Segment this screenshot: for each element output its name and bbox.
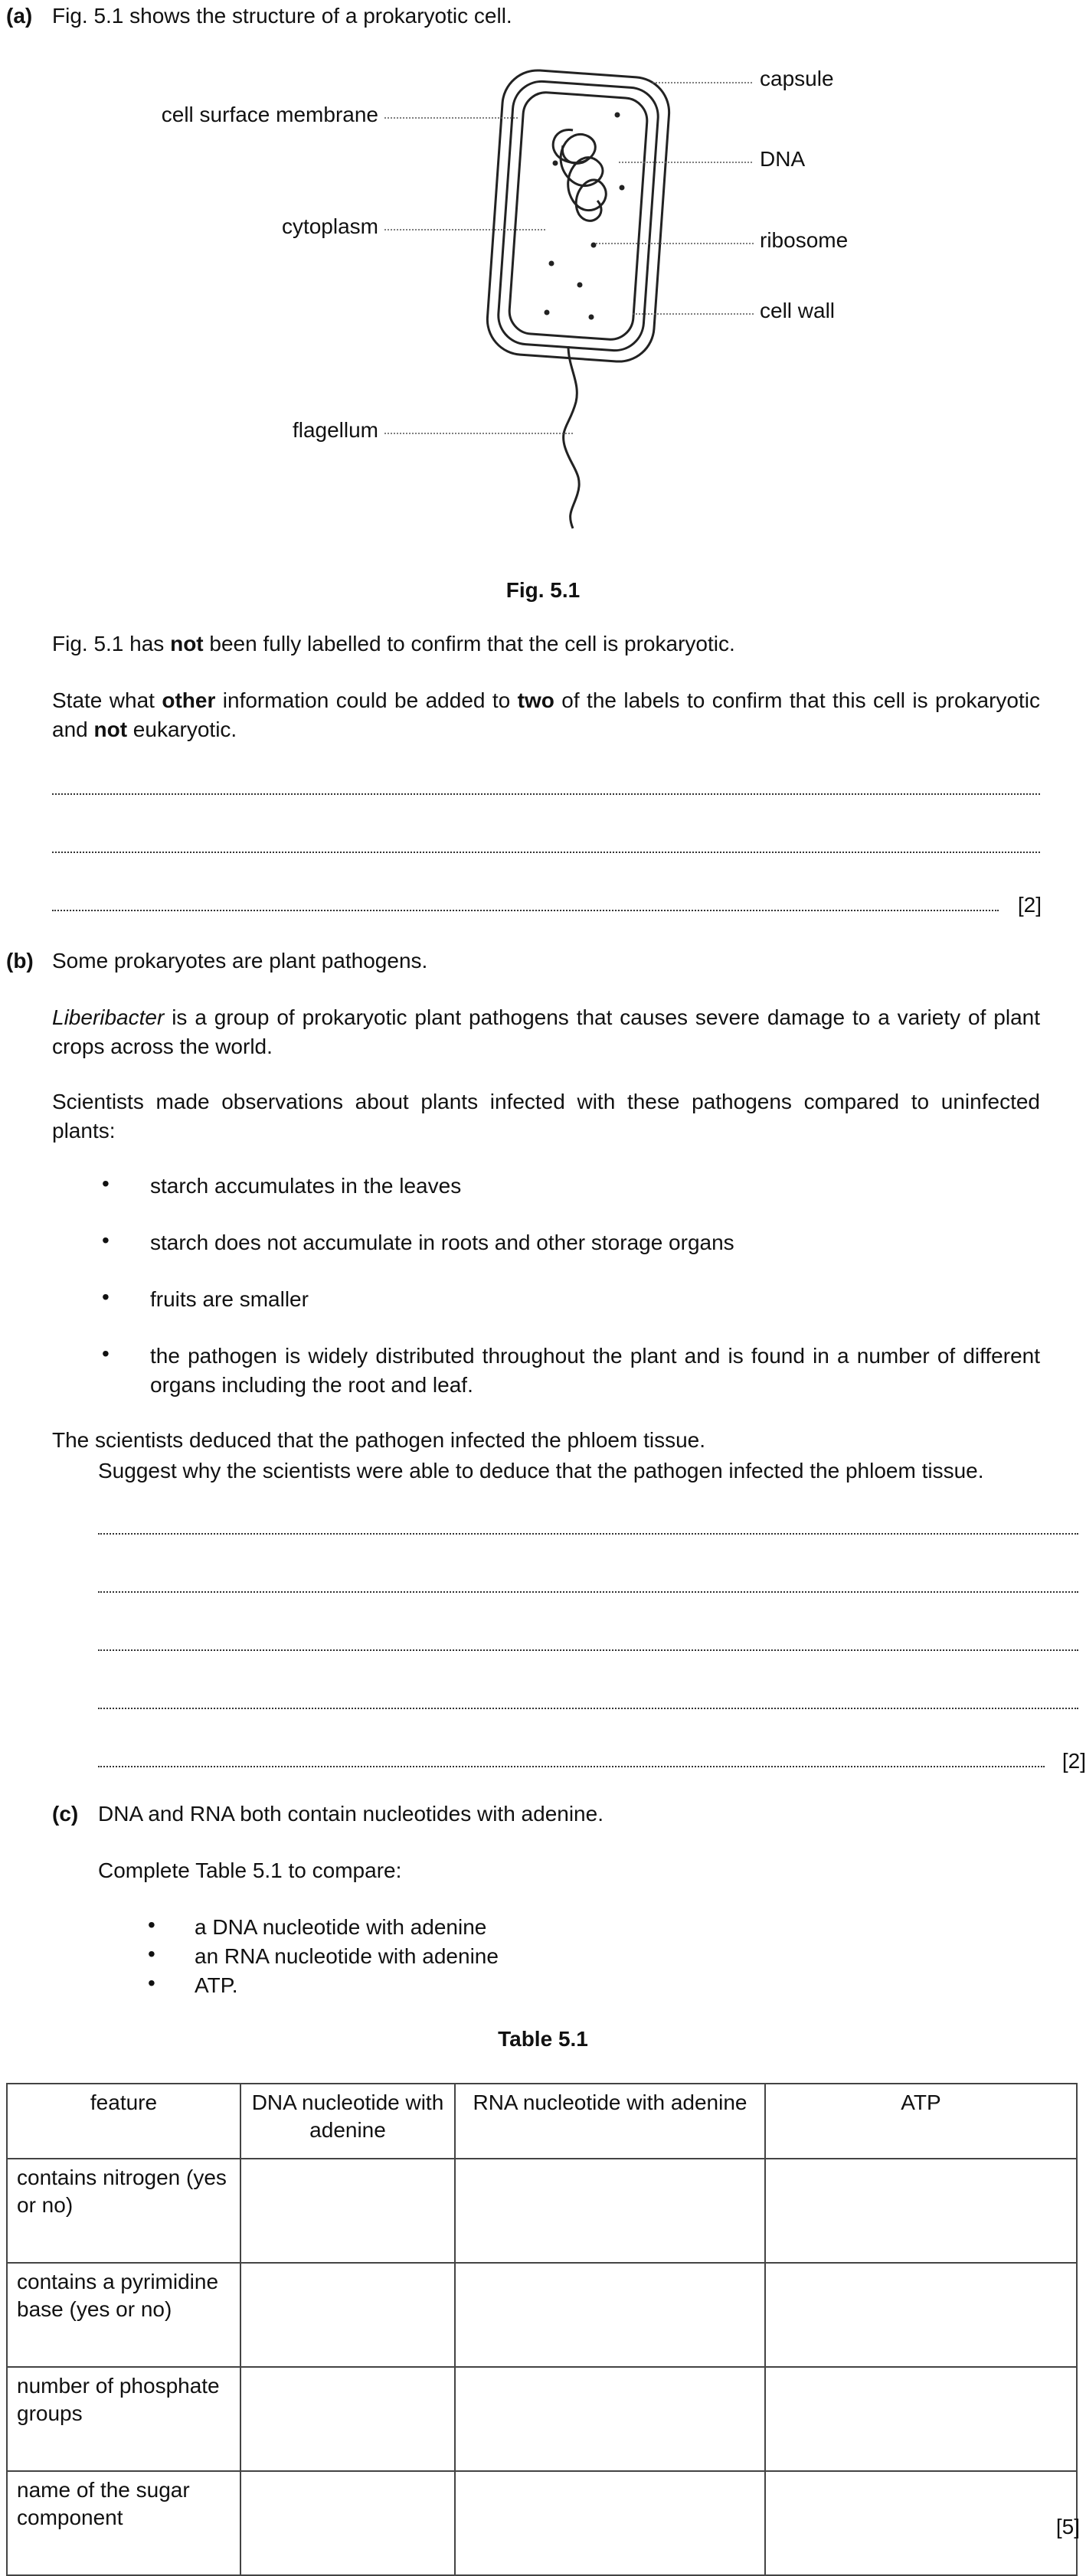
table-header: ATP	[765, 2084, 1077, 2159]
answer-cell[interactable]	[240, 2471, 455, 2575]
answer-cell[interactable]	[765, 2471, 1077, 2575]
part-b-paragraph-2: Scientists made observations about plants infected with these pathogens compared to uninfected plants:	[52, 1090, 1040, 1143]
table-header-row	[7, 2084, 1077, 2159]
observation-item: starch accumulates in the leaves	[150, 1174, 462, 1198]
membrane-outline	[508, 91, 649, 342]
label-cell-surface-membrane: cell surface membrane	[161, 103, 378, 126]
answer-line[interactable]	[98, 1708, 1078, 1709]
part-a-statement: Fig. 5.1 has not been fully labelled to confirm that the cell is prokaryotic.	[52, 632, 735, 655]
answer-cell[interactable]	[765, 2159, 1077, 2263]
table-row	[7, 2367, 1077, 2471]
answer-cell[interactable]	[240, 2263, 455, 2367]
feature-cell: name of the sugar component	[7, 2471, 240, 2575]
label-ribosome: ribosome	[760, 228, 849, 252]
bullet-marker: •	[102, 1228, 110, 1252]
table-row	[7, 2159, 1077, 2263]
part-b-intro: Some prokaryotes are plant pathogens.	[52, 949, 428, 973]
part-c-intro: DNA and RNA both contain nucleotides with adenine.	[98, 1802, 604, 1826]
bullet-marker: •	[102, 1342, 110, 1365]
part-a-label: (a)	[6, 4, 33, 28]
cell-wall-outline	[496, 80, 660, 352]
answer-cell[interactable]	[765, 2263, 1077, 2367]
bullet-marker: •	[148, 1971, 155, 1995]
part-a-marks: [2]	[1017, 893, 1042, 917]
table-caption: Table 5.1	[498, 2027, 588, 2051]
table-header: RNA nucleotide with adenine	[455, 2084, 765, 2159]
table-row	[7, 2471, 1077, 2575]
dna-coil	[553, 130, 606, 221]
part-b-deduction: The scientists deduced that the pathogen infected the phloem tissue.	[52, 1428, 706, 1452]
figure-caption: Fig. 5.1	[505, 578, 581, 602]
compare-item: ATP.	[195, 1973, 238, 1997]
part-c-instruction: Complete Table 5.1 to compare:	[98, 1858, 402, 1882]
answer-cell[interactable]	[455, 2367, 765, 2471]
answer-cell[interactable]	[240, 2159, 455, 2263]
feature-cell: contains a pyrimidine base (yes or no)	[7, 2263, 240, 2367]
part-b-marks: [2]	[1061, 1749, 1086, 1773]
answer-cell[interactable]	[240, 2367, 455, 2471]
part-b-label: (b)	[6, 949, 34, 973]
answer-cell[interactable]	[455, 2263, 765, 2367]
answer-cell[interactable]	[455, 2471, 765, 2575]
answer-line[interactable]	[98, 1591, 1078, 1593]
part-c-label: (c)	[52, 1802, 79, 1826]
part-b-paragraph-1: Liberibacter is a group of prokaryotic plant pathogens that causes severe damage to a variety of plant crops across the world.	[52, 1005, 1040, 1058]
label-cell-wall: cell wall	[760, 299, 836, 322]
compare-item: an RNA nucleotide with adenine	[195, 1944, 499, 1968]
part-c-marks: [5]	[1055, 2515, 1080, 2538]
bullet-marker: •	[102, 1285, 110, 1309]
observation-item: starch does not accumulate in roots and other storage organs	[150, 1231, 734, 1254]
label-flagellum: flagellum	[292, 418, 378, 442]
label-cytoplasm: cytoplasm	[281, 214, 378, 238]
answer-line[interactable]	[52, 793, 1040, 795]
compare-item: a DNA nucleotide with adenine	[195, 1915, 487, 1939]
answer-line[interactable]	[52, 852, 1040, 853]
answer-line[interactable]	[98, 1766, 1045, 1767]
answer-cell[interactable]	[765, 2367, 1077, 2471]
prokaryotic-cell-diagram	[0, 61, 1086, 536]
answer-line[interactable]	[98, 1649, 1078, 1651]
answer-line[interactable]	[98, 1533, 1078, 1535]
part-a-intro: Fig. 5.1 shows the structure of a prokaryotic cell.	[52, 4, 512, 28]
bullet-marker: •	[148, 1942, 155, 1966]
comparison-table	[6, 2083, 1078, 2576]
observation-item: the pathogen is widely distributed throughout the plant and is found in a number of different organs including the root and leaf.	[150, 1344, 1040, 1397]
answer-line[interactable]	[52, 910, 999, 911]
feature-cell: number of phosphate groups	[7, 2367, 240, 2471]
bullet-marker: •	[148, 1913, 155, 1937]
label-dna: DNA	[760, 147, 806, 171]
answer-cell[interactable]	[455, 2159, 765, 2263]
flagellum-line	[564, 346, 580, 528]
part-b-question: Suggest why the scientists were able to deduce that the pathogen infected the phloem tissue.	[98, 1459, 984, 1483]
feature-cell: contains nitrogen (yes or no)	[7, 2159, 240, 2263]
table-row	[7, 2263, 1077, 2367]
part-a-question: State what other information could be added to two of the labels to confirm that this cell is prokaryotic and not eukaryotic.	[52, 688, 1040, 741]
table-header: DNA nucleotide with adenine	[240, 2084, 455, 2159]
bullet-marker: •	[102, 1172, 110, 1195]
label-capsule: capsule	[760, 67, 834, 90]
observation-item: fruits are smaller	[150, 1287, 309, 1311]
table-header: feature	[7, 2084, 240, 2159]
